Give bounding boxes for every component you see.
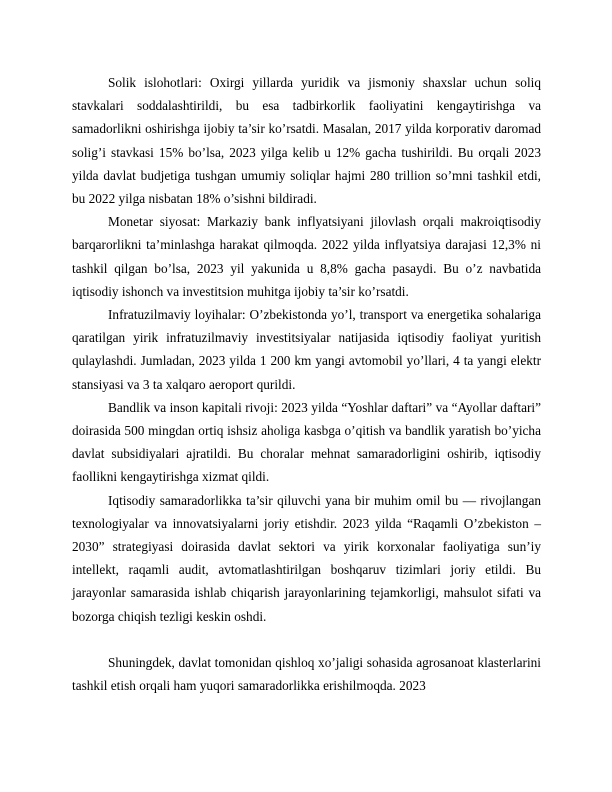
- paragraph-gap: [72, 628, 541, 651]
- paragraph-tax-reforms: Solik islohotlari: Oxirgi yillarda yuridik va jismoniy shaxslar uchun soliq stavkalari soddalashtirildi, bu esa tadbirkorlik faoliyatini kengaytirishga va samadorlikni oshirishga ijobiy ta’sir ko’rsatdi. Masalan, 2017 yilda korporativ daromad solig’i stavkasi 15% bo’lsa, 2023 yilga kelib u 12% gacha tushirildi. Bu orqali 2023 yilda davlat budjetiga tushgan umumiy soliqlar hajmi 280 trillion so’mni tashkil etdi, bu 2022 yilga nisbatan 18% o’sishni bildiradi.: [72, 75, 541, 207]
- paragraph-agriculture: Shuningdek, davlat tomonidan qishloq xo’jaligi sohasida agrosanoat klasterlarini tashkil etish orqali ham yuqori samaradorlikka erishilmoqda. 2023: [72, 655, 541, 694]
- document-page: [72, 71, 541, 697]
- paragraph-employment: Bandlik va inson kapitali rivoji: 2023 yilda “Yoshlar daftari” va “Ayollar daftari” doirasida 500 mingdan ortiq ishsiz aholiga kasbga o’qitish va bandlik yaratish bo’yicha davlat subsidiyalari ajratildi. Bu choralar mehnat samaradorligini oshirib, iqtisodiy faollikni kengaytirishga xizmat qildi.: [72, 399, 541, 485]
- paragraph-monetary-policy: Monetar siyosat: Markaziy bank inflyatsiyani jilovlash orqali makroiqtisodiy barqarorlikni ta’minlashga harakat qilmoqda. 2022 yilda inflyatsiya darajasi 12,3% ni tashkil qilgan bo’lsa, 2023 yil yakunida u 8,8% gacha pasaydi. Bu o’z navbatida iqtisodiy ishonch va investitsion muhitga ijobiy ta’sir ko’rsatdi.: [72, 214, 541, 299]
- paragraph-technology: Iqtisodiy samaradorlikka ta’sir qiluvchi yana bir muhim omil bu — rivojlangan texnologiyalar va innovatsiyalarni joriy etishdir. 2023 yilda “Raqamli O’zbekiston – 2030” strategiyasi doirasida davlat sektori va yirik korxonalar faoliyatiga sun’iy intellekt, raqamli audit, avtomatlashtirilgan boshqaruv tizimlari joriy etildi. Bu jarayonlar samarasida ishlab chiqarish jarayonlarining tejamkorligi, mahsulot sifati va bozorga chiqish tezligi keskin oshdi.: [72, 492, 541, 624]
- paragraph-infrastructure: Infratuzilmaviy loyihalar: O’zbekistonda yo’l, transport va energetika sohalariga qaratilgan yirik infratuzilmaviy investitsiyalar natijasida iqtisodiy faoliyat yuritish qulaylashdi. Jumladan, 2023 yilda 1 200 km yangi avtomobil yo’llari, 4 ta yangi elektr stansiyasi va 3 ta xalqaro aeroport qurildi.: [72, 307, 541, 392]
